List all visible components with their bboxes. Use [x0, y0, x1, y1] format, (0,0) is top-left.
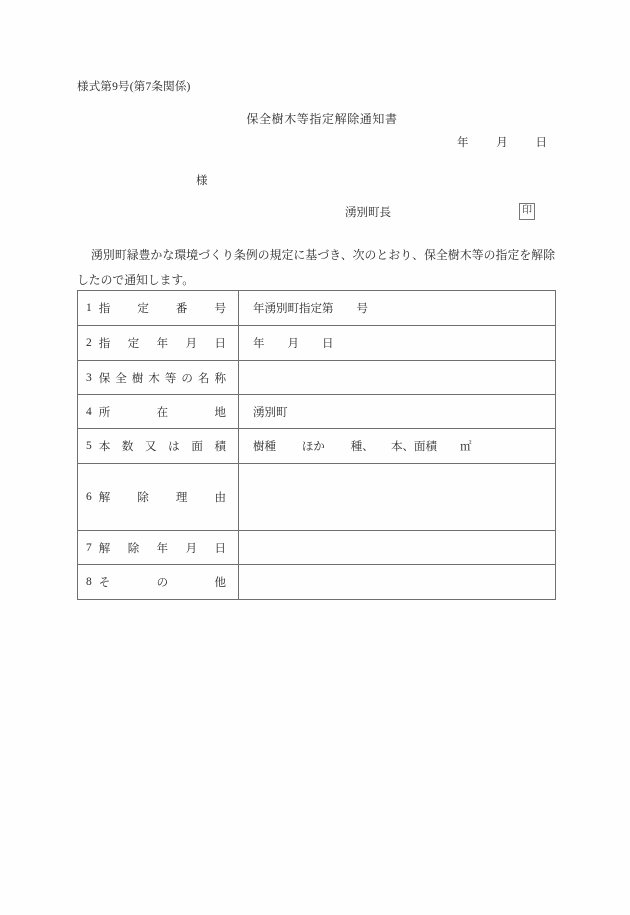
- table-row: [78, 565, 556, 600]
- label-char: は: [168, 441, 180, 453]
- label-char: 号: [214, 303, 226, 315]
- row-label: [99, 300, 226, 316]
- label-char: 指: [98, 303, 111, 315]
- issuer-name: 湧別町長: [345, 206, 391, 219]
- row-number: 4: [86, 405, 92, 418]
- label-char: 在: [156, 406, 169, 419]
- row-value: 年湧別町指定第 号: [253, 303, 368, 315]
- table-row: [78, 395, 556, 429]
- document-title: 保全樹木等指定解除通知書: [246, 112, 398, 126]
- table-row-value-cell[interactable]: [239, 531, 556, 565]
- row-number: 3: [86, 371, 92, 384]
- table-row: [78, 361, 556, 395]
- label-char: 樹: [131, 372, 144, 385]
- label-char: 数: [121, 441, 134, 453]
- table-row: [78, 464, 556, 531]
- date-month-label: 月: [496, 137, 508, 149]
- table-row-label-cell: [78, 464, 239, 531]
- label-inner: [86, 574, 226, 590]
- notification-details-table: [77, 290, 556, 600]
- label-char: 本: [98, 441, 111, 453]
- label-inner: [86, 489, 226, 505]
- label-char: 除: [137, 492, 149, 504]
- row-label: [99, 370, 226, 386]
- label-inner: [86, 300, 226, 316]
- form-number: 様式第9号(第7条関係): [77, 81, 191, 93]
- label-char: 面: [191, 441, 203, 453]
- table-row-value-cell[interactable]: [239, 565, 556, 600]
- row-number: 5: [86, 440, 92, 452]
- label-char: 全: [115, 372, 127, 385]
- label-char: 年: [156, 542, 169, 555]
- row-label: [99, 404, 226, 420]
- table-row-label-cell: [78, 565, 239, 600]
- row-value: 樹種 ほか 種、 本、面積 ㎡: [253, 441, 472, 453]
- label-char: 解: [98, 492, 111, 504]
- label-char: 保: [98, 372, 111, 385]
- table-row-label-cell: [78, 429, 239, 464]
- table-row: [78, 429, 556, 464]
- label-inner: [86, 370, 226, 386]
- row-label: [99, 335, 226, 351]
- table-row-value-cell[interactable]: [239, 291, 556, 326]
- label-inner: [86, 335, 226, 351]
- label-char: そ: [98, 577, 111, 589]
- label-char: 理: [175, 492, 188, 504]
- label-char: 日: [214, 542, 226, 555]
- label-char: 名: [197, 372, 210, 385]
- table-row: [78, 326, 556, 361]
- label-char: 等: [164, 372, 177, 385]
- label-char: 指: [98, 338, 111, 350]
- table-row-value-cell[interactable]: [239, 326, 556, 361]
- label-char: 他: [214, 577, 226, 589]
- row-number: 7: [86, 541, 92, 554]
- label-char: 番: [175, 303, 188, 315]
- label-char: 定: [137, 303, 149, 315]
- table-row-value-cell[interactable]: [239, 361, 556, 395]
- label-char: 除: [127, 542, 140, 555]
- seal-stamp-box: 印: [519, 203, 535, 220]
- row-label: [99, 489, 226, 505]
- table-row: [78, 531, 556, 565]
- label-char: 木: [148, 372, 160, 385]
- table-row-value-cell[interactable]: [239, 464, 556, 531]
- table-row-value-cell[interactable]: [239, 395, 556, 429]
- row-value: 湧別町: [253, 406, 288, 419]
- label-char: の: [156, 577, 169, 589]
- label-inner: [86, 404, 226, 420]
- table-row-label-cell: [78, 361, 239, 395]
- row-number: 1: [86, 302, 92, 314]
- table-body: [78, 291, 556, 600]
- label-char: 積: [214, 441, 226, 453]
- body-paragraph: 湧別町緑豊かな環境づくり条例の規定に基づき、次のとおり、保全樹木等の指定を解除したので通知します。: [77, 248, 555, 287]
- table-row-label-cell: [78, 395, 239, 429]
- row-value: 年 月 日: [253, 338, 334, 350]
- label-char: 解: [98, 542, 111, 555]
- label-char: 地: [214, 406, 226, 419]
- label-char: 定: [127, 338, 140, 350]
- date-day-label: 日: [535, 137, 547, 149]
- table-row-label-cell: [78, 326, 239, 361]
- label-char: 由: [214, 492, 226, 504]
- addressee-suffix: 様: [196, 175, 208, 187]
- issuer-line: [345, 203, 535, 220]
- table-row-label-cell: [78, 531, 239, 565]
- row-number: 6: [86, 491, 92, 503]
- issue-date-line: [0, 134, 630, 150]
- row-label: [99, 540, 226, 556]
- row-number: 2: [86, 337, 92, 349]
- label-char: の: [181, 372, 193, 385]
- label-char: 所: [98, 406, 111, 419]
- label-char: 日: [214, 338, 226, 350]
- date-year-label: 年: [457, 137, 469, 149]
- label-inner: [86, 540, 226, 556]
- row-label: [99, 574, 226, 590]
- table-row-label-cell: [78, 291, 239, 326]
- table-row: [78, 291, 556, 326]
- label-char: 月: [185, 542, 198, 555]
- label-char: 称: [214, 372, 226, 385]
- label-char: 又: [145, 441, 157, 453]
- label-char: 年: [156, 338, 169, 350]
- label-char: 月: [185, 338, 198, 350]
- row-number: 8: [86, 576, 92, 588]
- table-row-value-cell[interactable]: [239, 429, 556, 464]
- row-label: [99, 438, 226, 454]
- label-inner: [86, 438, 226, 454]
